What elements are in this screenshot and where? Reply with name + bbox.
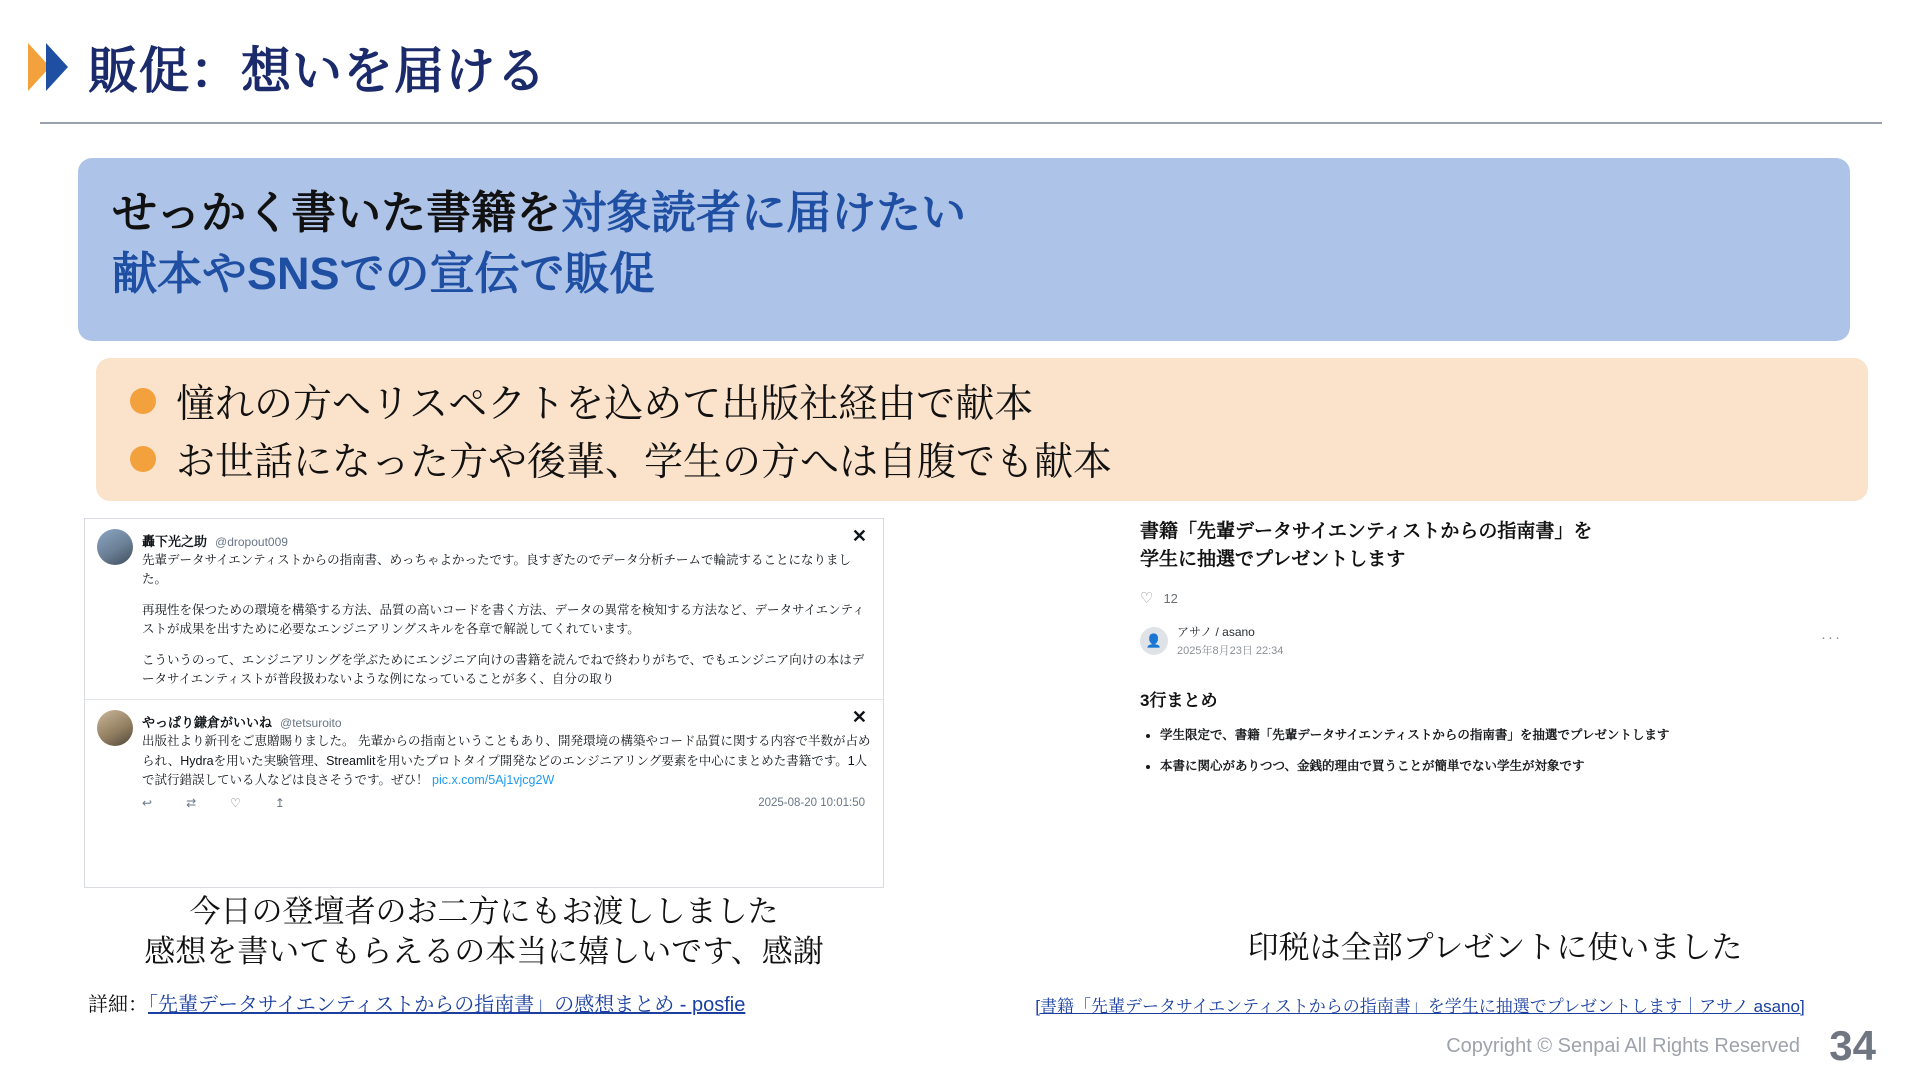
close-icon[interactable]: ✕ (851, 707, 867, 728)
bullet-label: 憧れの方へリスペクトを込めて出版社経由で献本 (176, 383, 1034, 426)
close-icon[interactable]: ✕ (851, 526, 867, 546)
note-publish-date: 2025年8月23日 22:34 (1177, 645, 1284, 658)
copyright-text: Copyright © Senpai All Rights Reserved (1446, 1035, 1800, 1057)
note-summary-heading: 3行まとめ (1140, 691, 1218, 711)
note-author-meta (1177, 623, 1283, 658)
blue-banner-line-1-plain: せっかく書いた書籍を (112, 187, 562, 238)
page-title: 販促：想いを届ける (88, 43, 547, 99)
tweet-text: 出版社より新刊をご恵贈賜りました。 先輩からの指南ということもあり、開発環境の構築やコード品質に関する内容で半数が占められ、Hydraを用いた実験管理、Streamlitを用いたプロトタイプ開発などのエンジニアリング要素を中心にまとめた書籍です。1人で試行錯誤している人などは良さそうです。ぜひ！ (142, 734, 871, 787)
bullet-item (118, 430, 1868, 488)
blue-summary-banner (78, 158, 1850, 341)
tweet-author-handle: @tetsuroito (280, 716, 342, 731)
slide-header (0, 22, 1920, 112)
note-article-screenshot (1140, 518, 1850, 896)
tweet-footer (97, 796, 871, 810)
note-like-row[interactable] (1140, 589, 1850, 607)
right-source-line (955, 992, 1885, 1017)
tweet-author-handle: @dropout009 (215, 535, 288, 549)
tweet-author (142, 529, 288, 550)
share-icon[interactable]: ↥ (274, 796, 285, 811)
left-caption-line-1: 今日の登壇者のお二方にもお渡ししました (189, 894, 779, 929)
note-title: 書籍「先輩データサイエンティストからの指南書」を学生に抽選でプレゼントします (1140, 521, 1593, 570)
tweet-timestamp: 2025-08-20 10:01:50 (758, 797, 865, 810)
blue-banner-line-2: 献本やSNSでの宣伝で販促 (112, 248, 655, 300)
tweet-author-name: 轟下光之助 (142, 534, 208, 549)
tweet-item (85, 700, 883, 816)
right-source-link[interactable]: [書籍「先輩データサイエンティストからの指南書」を学生に抽選でプレゼントします｜アサノ asano] (1035, 997, 1805, 1016)
note-author-name: アサノ / asano (1177, 625, 1255, 640)
tweet-paragraph: 先輩データサイエンティストからの指南書、めっちゃよかったです。良すぎたのでデータ分析チームで輪読することになりました。 (142, 553, 852, 587)
tweet-paragraph: こういうのって、エンジニアリングを学ぶためにエンジニア向けの書籍を読んでねで終わりがちで、でもエンジニア向けの本はデータサイエンティストが普段扱わないような例になっていることが多く、自分の取り (142, 652, 865, 686)
left-source-prefix: 詳細： (88, 994, 148, 1016)
like-icon[interactable]: ♡ (230, 796, 241, 811)
bullet-item (118, 372, 1868, 430)
note-summary-list (1140, 725, 1850, 776)
left-caption-line-2: 感想を書いてもらえるの本当に嬉しいです、感謝 (144, 933, 824, 969)
tweet-media-link[interactable]: pic.x.com/5Aj1vjcg2W (432, 773, 555, 787)
tweet-screenshot (84, 518, 884, 888)
tweet-actions (142, 796, 285, 810)
tweet-paragraph: 再現性を保つための環境を構築する方法、品質の高いコードを書く方法、データの異常を検知する方法など、データサイエンティストが成果を出すために必要なエンジニアリングスキルを各章で解説してくれています。 (142, 602, 865, 637)
avatar (97, 529, 133, 565)
right-caption: 印税は全部プレゼントに使いました (1247, 930, 1743, 965)
tweet-body (142, 732, 871, 790)
tweet-item (85, 519, 883, 695)
peach-bullet-banner (96, 358, 1868, 501)
heart-icon[interactable]: ♡ (1140, 590, 1154, 608)
note-author-row (1140, 623, 1850, 658)
avatar: 👤 (1140, 627, 1168, 655)
left-caption (64, 892, 904, 971)
page-number: 34 (1829, 1022, 1876, 1069)
header-divider (40, 122, 1882, 124)
tweet-author (142, 710, 342, 731)
more-options-icon[interactable]: ··· (1821, 629, 1842, 647)
retweet-icon[interactable]: ⇄ (186, 796, 197, 811)
tweet-body (142, 551, 871, 689)
bullet-dot-icon (130, 446, 156, 472)
list-item: • 本書に関心がありつつ、金銭的理由で買うことが簡単でない学生が対象です (1160, 756, 1850, 777)
note-like-count: 12 (1163, 590, 1178, 606)
double-chevron-icon (26, 39, 76, 95)
blue-banner-line-1 (112, 182, 1816, 243)
tweet-author-name: やっぱり鎌倉がいいね (142, 715, 273, 731)
list-item: • 学生限定で、書籍「先輩データサイエンティストからの指南書」を抽選でプレゼントします (1160, 725, 1850, 746)
left-source-link[interactable]: 「先輩データサイエンティストからの指南書」の感想まとめ - posfie (148, 994, 746, 1016)
bullet-dot-icon (130, 388, 156, 414)
left-source-line (88, 988, 745, 1017)
bullet-label: お世話になった方や後輩、学生の方へは自腹でも献本 (176, 441, 1113, 484)
blue-banner-line-1-highlight: 対象読者に届けたい (561, 187, 967, 238)
avatar (97, 710, 133, 746)
reply-icon[interactable]: ↩ (142, 796, 153, 811)
